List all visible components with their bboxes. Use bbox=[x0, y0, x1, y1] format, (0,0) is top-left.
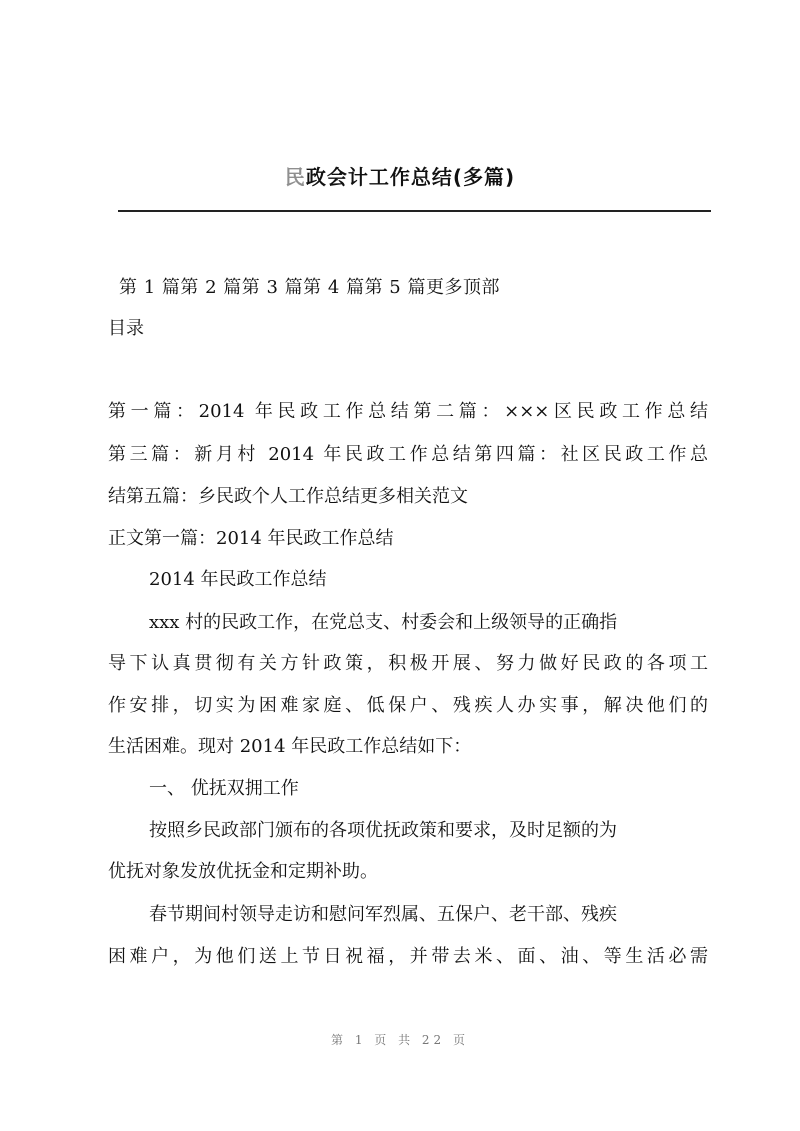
article-subtitle: 2014 年民政工作总结 bbox=[149, 569, 327, 590]
title-divider bbox=[118, 210, 711, 212]
toc-line[interactable]: 结第五篇：乡民政个人工作总结更多相关范文 bbox=[108, 486, 468, 507]
paragraph-line: 作安排，切实为困难家庭、低保户、残疾人办实事，解决他们的 bbox=[108, 695, 708, 716]
title-first-char: 民 bbox=[284, 165, 306, 189]
paragraph-line: xxx 村的民政工作，在党总支、村委会和上级领导的正确指 bbox=[149, 612, 618, 633]
paragraph-line: 春节期间村领导走访和慰问军烈属、五保户、老干部、残疾 bbox=[149, 904, 617, 925]
section-nav-links[interactable]: 第 1 篇第 2 篇第 3 篇第 4 篇第 5 篇更多顶部 bbox=[119, 277, 500, 298]
toc-label: 目录 bbox=[108, 318, 144, 339]
paragraph-line: 按照乡民政部门颁布的各项优抚政策和要求，及时足额的为 bbox=[149, 820, 617, 841]
paragraph-line: 优抚对象发放优抚金和定期补助。 bbox=[108, 861, 378, 882]
body-heading: 正文第一篇：2014 年民政工作总结 bbox=[108, 528, 394, 549]
paragraph-line: 困难户，为他们送上节日祝福，并带去米、面、油、等生活必需 bbox=[108, 946, 708, 967]
toc-line[interactable]: 第一篇：2014 年民政工作总结第二篇：×××区民政工作总结 bbox=[108, 401, 708, 422]
title-text: 政会计工作总结(多篇) bbox=[305, 165, 516, 189]
section-heading: 一、 优抚双拥工作 bbox=[149, 778, 299, 799]
paragraph-line: 生活困难。现对 2014 年民政工作总结如下： bbox=[108, 736, 472, 757]
paragraph-line: 导下认真贯彻有关方针政策，积极开展、努力做好民政的各项工 bbox=[108, 653, 708, 674]
toc-line[interactable]: 第三篇：新月村 2014 年民政工作总结第四篇：社区民政工作总 bbox=[108, 444, 708, 465]
page-footer: 第 1 页 共 22 页 bbox=[331, 1033, 469, 1047]
document-title bbox=[0, 161, 800, 190]
